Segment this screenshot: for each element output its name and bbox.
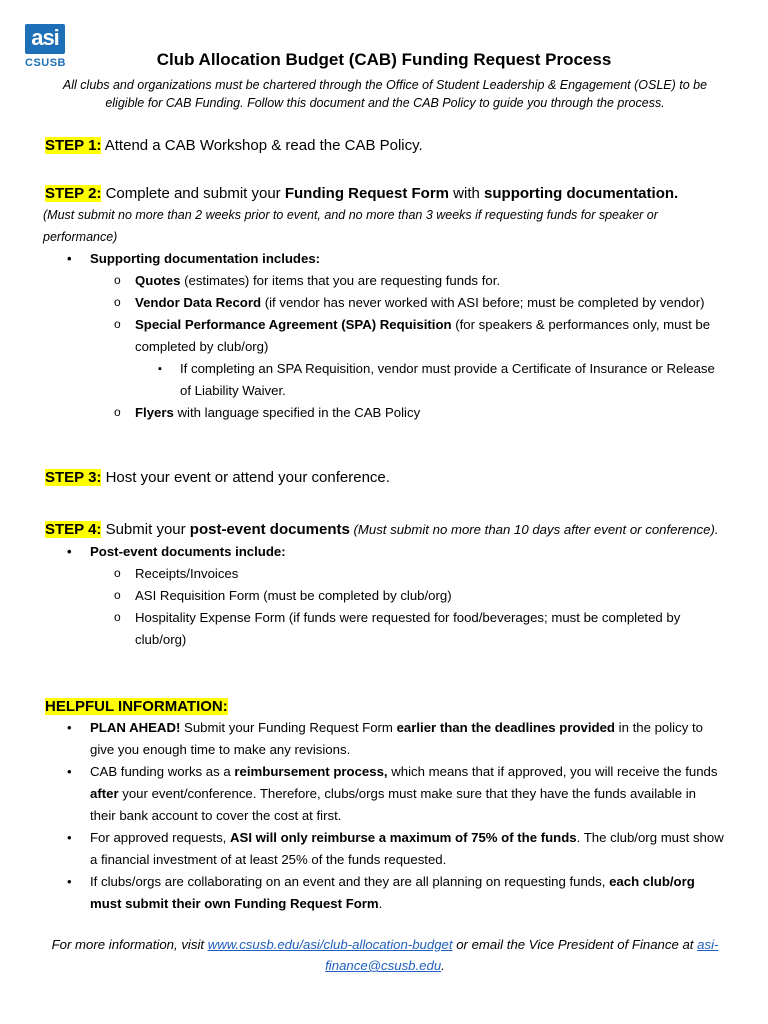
list-item: o Flyers with language specified in the CAB Policy: [45, 402, 725, 424]
helpful-label: HELPFUL INFORMATION:: [45, 698, 228, 715]
step-4-list: [45, 541, 725, 651]
list-item: o Vendor Data Record (if vendor has never worked with ASI before; must be completed by vendor): [45, 292, 725, 314]
helpful-information: [45, 697, 725, 915]
list-item: o Quotes (estimates) for items that you are requesting funds for.: [45, 270, 725, 292]
footer-period: .: [441, 958, 445, 973]
step-2-heading: [45, 184, 725, 204]
step-2-bold-docs: supporting documentation.: [484, 185, 679, 202]
step-4-note: (Must submit no more than 10 days after event or conference).: [349, 522, 719, 537]
step-4-bullet: • Post-event documents include:: [45, 541, 725, 563]
finance-email-link[interactable]: asi-finance@csusb.edu: [325, 937, 719, 973]
step-2-list: [45, 248, 725, 424]
step-4-heading: [45, 519, 725, 541]
step-4: [45, 519, 725, 651]
step-3-label: STEP 3:: [45, 469, 102, 486]
list-item: o ASI Requisition Form (must be completed by club/org): [45, 585, 725, 607]
list-item: • If clubs/orgs are collaborating on an event and they are all planning on requesting funds, each club/org must submit their own Funding Request Form.: [45, 871, 725, 915]
list-item: o Hospitality Expense Form (if funds were requested for food/beverages; must be completed by club/org): [45, 607, 725, 651]
step-2-bullet: • Supporting documentation includes:: [45, 248, 725, 270]
cab-website-link[interactable]: www.csusb.edu/asi/club-allocation-budget: [207, 937, 453, 952]
step-3: [45, 468, 725, 488]
step-4-bold: post-event documents: [189, 521, 350, 538]
list-item: • CAB funding works as a reimbursement process, which means that if approved, you will receive the funds after your event/conference. Therefore, clubs/orgs must make sure that they have the funds available in their bank account to cover the cost at first.: [45, 761, 725, 827]
step-4-label: STEP 4:: [45, 521, 102, 538]
step-3-text: Host your event or attend your conference.: [101, 469, 390, 486]
step-1-text: Attend a CAB Workshop & read the CAB Policy.: [101, 137, 423, 154]
list-item: • PLAN AHEAD! Submit your Funding Request Form earlier than the deadlines provided in the policy to give you enough time to make any revisions.: [45, 717, 725, 761]
list-sub-item: ▪ If completing an SPA Requisition, vendor must provide a Certificate of Insurance or Release of Liability Waiver.: [45, 358, 725, 402]
step-2-label: STEP 2:: [45, 185, 102, 202]
asi-logo-mark: asi: [25, 24, 65, 54]
helpful-heading: [45, 697, 725, 717]
csusb-logo-text: CSUSB: [25, 57, 67, 69]
step-1-label: STEP 1:: [45, 137, 102, 154]
step-2: [45, 184, 725, 424]
document-subtitle: All clubs and organizations must be chartered through the Office of Student Leadership & Engagement (OSLE) to be eligible for CAB Funding. Follow this document and the CAB Policy to guide you through the process.: [62, 78, 708, 110]
footer-text: For more information, visit: [51, 937, 208, 952]
helpful-list: [45, 717, 725, 915]
step-2-text-with: with: [449, 185, 485, 202]
step-2-note: (Must submit no more than 2 weeks prior to event, and no more than 3 weeks if requesting funds for speaker or performance): [43, 208, 658, 244]
document-title: Club Allocation Budget (CAB) Funding Request Process: [156, 50, 612, 69]
step-2-bold-form: Funding Request Form: [284, 185, 450, 202]
step-4-text: Submit your: [101, 521, 190, 538]
list-item: • For approved requests, ASI will only reimburse a maximum of 75% of the funds. The club/org must show a financial investment of at least 25% of the funds requested.: [45, 827, 725, 871]
step-1: [45, 136, 725, 156]
step-2-text: Complete and submit your: [101, 185, 285, 202]
footer-text-email: or email the Vice President of Finance at: [452, 937, 698, 952]
footer-info: [40, 934, 730, 976]
list-item: o Special Performance Agreement (SPA) Requisition (for speakers & performances only, must be completed by club/org): [45, 314, 725, 358]
list-item: o Receipts/Invoices: [45, 563, 725, 585]
